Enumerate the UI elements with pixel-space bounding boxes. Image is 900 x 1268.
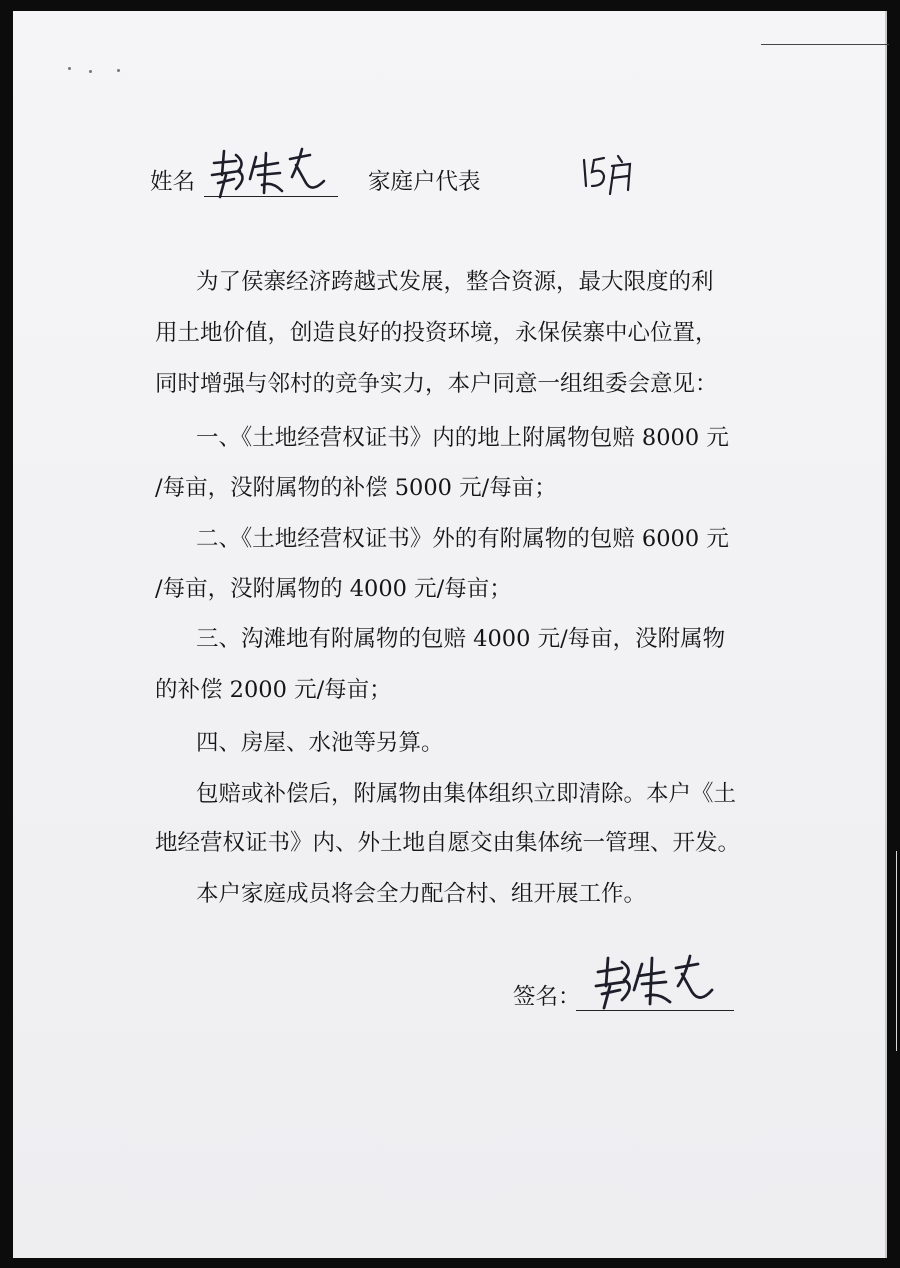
paper-edge-shadow — [896, 851, 897, 1051]
item-1-line-1: 一、《土地经营权证书》内的地上附属物包赔 8000 元 — [196, 425, 729, 451]
handwritten-name — [206, 145, 332, 203]
paper-speck — [117, 69, 120, 72]
item-1-line-2: /每亩，没附属物的补偿 5000 元/每亩； — [155, 475, 557, 501]
paragraph-1-line-1: 为了侯寨经济跨越式发展，整合资源，最大限度的利 — [196, 269, 714, 295]
paragraph-3: 本户家庭成员将会全力配合村、组开展工作。 — [196, 881, 647, 907]
paper-speck — [68, 67, 71, 70]
item-2-line-2: /每亩，没附属物的 4000 元/每亩； — [155, 576, 512, 602]
household-representative-label: 家庭户代表 — [368, 169, 481, 195]
handwritten-household-count — [578, 150, 638, 196]
item-3-line-2: 的补偿 2000 元/每亩； — [155, 677, 392, 703]
name-label: 姓名 — [150, 169, 196, 195]
paragraph-1-line-2: 用土地价值，创造良好的投资环境，永保侯寨中心位置， — [155, 320, 718, 346]
paper-speck — [89, 70, 92, 73]
signature-underline — [576, 1010, 734, 1011]
paragraph-1-line-3: 同时增强与邻村的竞争实力，本户同意一组组委会意见： — [155, 371, 718, 397]
signature-label: 签名： — [513, 984, 581, 1010]
item-4: 四、房屋、水池等另算。 — [196, 730, 444, 756]
paragraph-2-line-1: 包赔或补偿后，附属物由集体组织立即清除。本户《土 — [196, 781, 737, 807]
item-2-line-1: 二、《土地经营权证书》外的有附属物的包赔 6000 元 — [196, 526, 729, 552]
header-rule — [761, 44, 889, 45]
handwritten-signature — [592, 952, 720, 1014]
paragraph-2-line-2: 地经营权证书》内、外土地自愿交由集体统一管理、开发。 — [155, 830, 741, 856]
item-3-line-1: 三、沟滩地有附属物的包赔 4000 元/每亩，没附属物 — [196, 626, 726, 652]
